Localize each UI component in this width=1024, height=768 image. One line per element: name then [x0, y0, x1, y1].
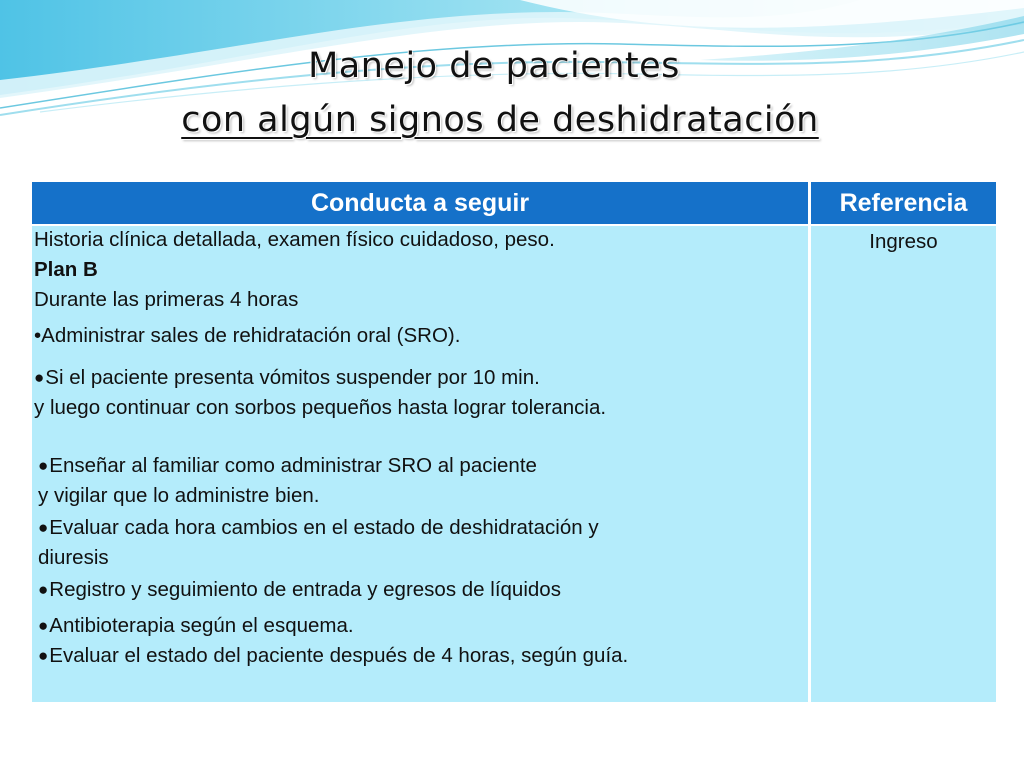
conducta-line: y luego continuar con sorbos pequeños hasta lograr tolerancia. — [34, 396, 607, 419]
bullet-text: Si el paciente presenta vómitos suspender por 10 min. — [45, 366, 540, 389]
bullet-item — [38, 454, 537, 478]
header-conducta: Conducta a seguir — [32, 182, 808, 224]
conducta-line: diuresis — [38, 546, 109, 569]
bullet-item — [38, 644, 628, 668]
bullet-icon: ● — [38, 518, 49, 537]
header-referencia: Referencia — [811, 182, 996, 224]
bullet-text: Antibioterapia según el esquema. — [49, 614, 354, 637]
slide-title-line-2: con algún signos de deshidratación — [181, 100, 819, 140]
bullet-item — [38, 516, 599, 540]
bullet-text: Enseñar al familiar como administrar SRO al paciente — [49, 454, 537, 477]
bullet-icon: ● — [38, 616, 49, 635]
bullet-item — [34, 366, 540, 390]
conducta-line: •Administrar sales de rehidratación oral (SRO). — [34, 324, 461, 347]
bullet-text: Evaluar el estado del paciente después de 4 horas, según guía. — [49, 644, 629, 667]
conducta-line: y vigilar que lo administre bien. — [38, 484, 320, 507]
referencia-cell — [811, 226, 996, 702]
bullet-icon: ● — [38, 580, 49, 599]
bullet-icon: ● — [38, 456, 49, 475]
bullet-text: Registro y seguimiento de entrada y egresos de líquidos — [49, 578, 561, 601]
conducta-cell — [32, 226, 808, 702]
conducta-line: Durante las primeras 4 horas — [34, 288, 299, 311]
conducta-line: Historia clínica detallada, examen físico cuidadoso, peso. — [34, 228, 555, 251]
slide-title-line-1: Manejo de pacientes — [308, 46, 680, 86]
bullet-text: Evaluar cada hora cambios en el estado de deshidratación y — [49, 516, 599, 539]
bullet-item — [38, 578, 561, 602]
bullet-icon: ● — [34, 368, 45, 387]
treatment-table — [32, 182, 996, 702]
table-header-row — [32, 182, 996, 224]
bullet-icon: ● — [38, 646, 49, 665]
bullet-item — [38, 614, 354, 638]
plan-label: Plan B — [34, 258, 98, 281]
referencia-value: Ingreso — [869, 230, 938, 253]
